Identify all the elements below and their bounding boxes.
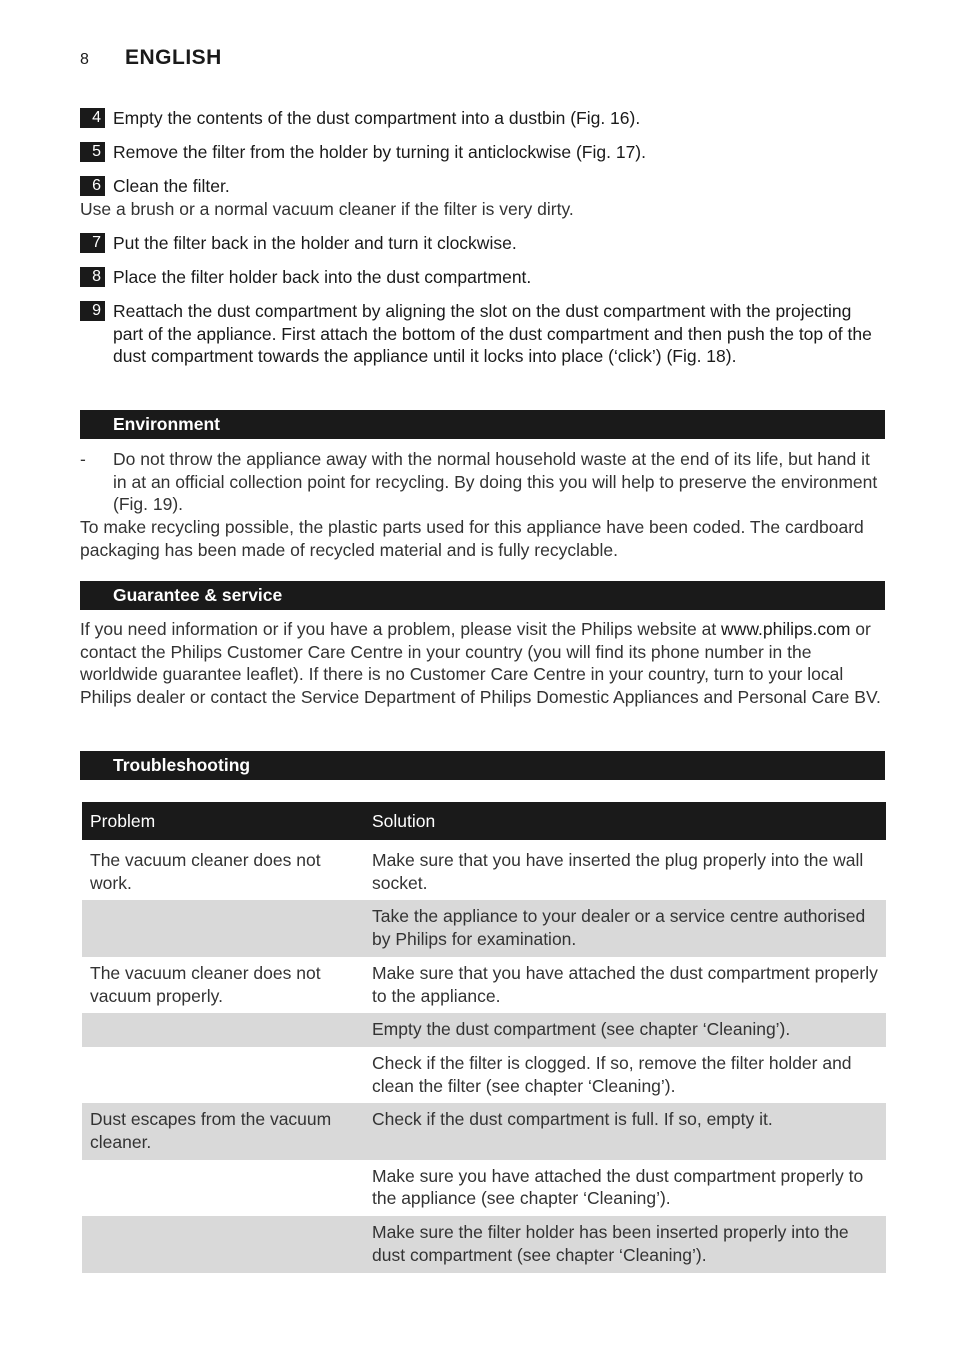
step-number: 4 [80,108,105,128]
table-row [82,1103,886,1159]
table-row [82,840,886,900]
step-9 [80,300,885,368]
environment-paragraph: To make recycling possible, the plastic parts used for this appliance have been coded. The cardboard packaging has been made of recycled material and is fully recyclable. [80,517,864,560]
problem-cell [82,1160,364,1216]
solution-cell: Make sure the filter holder has been inserted properly into the dust compartment (see chapter ‘Cleaning’). [364,1216,886,1272]
environment-bullet-text: Do not throw the appliance away with the normal household waste at the end of its life, but hand it in at an official collection point for recycling. By doing this you will help to preserve the environment (Fig. 19). [113,449,878,514]
dash-marker: - [80,449,86,469]
table-row [82,1160,886,1216]
step-number: 6 [80,176,105,196]
step-number: 5 [80,142,105,162]
step-number: 7 [80,233,105,253]
step-8 [80,266,880,289]
step-6 [80,175,880,198]
guarantee-paragraph [80,618,886,709]
step-4 [80,107,880,130]
problem-cell: The vacuum cleaner does not vacuum properly. [90,962,321,1006]
solution-cell: Empty the dust compartment (see chapter ‘Cleaning’). [364,1013,886,1047]
table-row [82,1047,886,1103]
environment-bullet [80,448,886,516]
problem-cell: Dust escapes from the vacuum cleaner. [82,1103,364,1159]
problem-cell [82,1047,364,1103]
problem-cell [82,1216,364,1272]
step-5 [80,141,880,164]
troubleshooting-table [82,802,886,1273]
page-number: 8 [80,51,89,68]
solution-cell: Check if the dust compartment is full. If so, empty it. [364,1103,886,1159]
environment-title: Environment [113,414,220,434]
guarantee-title: Guarantee & service [113,585,283,605]
step-7 [80,232,880,255]
environment-heading [80,410,885,439]
solution-cell: Make sure that you have inserted the plug properly into the wall socket. [372,850,864,893]
step-number: 8 [80,267,105,287]
table-row [82,1216,886,1272]
solution-cell: Make sure that you have attached the dust compartment properly to the appliance. [372,962,878,1006]
troubleshooting-title: Troubleshooting [113,755,251,775]
table-row [82,1013,886,1047]
problem-column-header: Problem [82,802,364,840]
step-text: Put the filter back in the holder and turn it clockwise. [113,233,517,253]
step-text: Clean the filter. [113,176,230,196]
language-heading: ENGLISH [125,46,222,69]
philips-website-link[interactable]: www.philips.com [721,619,851,639]
page-header [80,46,222,70]
guarantee-heading [80,581,885,610]
troubleshooting-heading [80,751,885,780]
guarantee-text-before: If you need information or if you have a problem, please visit the Philips website at [80,619,722,639]
step-6-note: Use a brush or a normal vacuum cleaner if the filter is very dirty. [80,199,574,219]
solution-column-header: Solution [364,802,886,840]
step-text: Empty the contents of the dust compartment into a dustbin (Fig. 16). [113,108,641,128]
guarantee-text-after: or contact the Philips Customer Care Centre in your country (you will find its phone number in the worldwide guarantee leaflet). If there is no Customer Care Centre in your country, turn to your local Philips dealer or contact the Service Department of Philips Domestic Appliances and Personal Care BV. [80,619,881,708]
table-row [82,957,886,1013]
solution-cell: Take the appliance to your dealer or a service centre authorised by Philips for examination. [364,900,886,956]
step-text: Place the filter holder back into the dust compartment. [113,267,532,287]
solution-cell: Check if the filter is clogged. If so, remove the filter holder and clean the filter (see chapter ‘Cleaning’). [372,1052,852,1096]
step-text: Reattach the dust compartment by aligning the slot on the dust compartment with the projecting part of the appliance. First attach the bottom of the dust compartment and then push the top of the dust compartment towards the appliance until it locks into place (‘click’) (Fig. 18). [113,301,872,366]
table-row [82,900,886,956]
solution-cell: Make sure you have attached the dust compartment properly to the appliance (see chapter ‘Cleaning’). [372,1165,864,1209]
step-text: Remove the filter from the holder by turning it anticlockwise (Fig. 17). [113,142,646,162]
problem-cell [82,900,364,956]
problem-cell [82,1013,364,1047]
step-number: 9 [80,301,105,321]
table-header-row [82,802,886,840]
problem-cell: The vacuum cleaner does not work. [90,850,321,893]
